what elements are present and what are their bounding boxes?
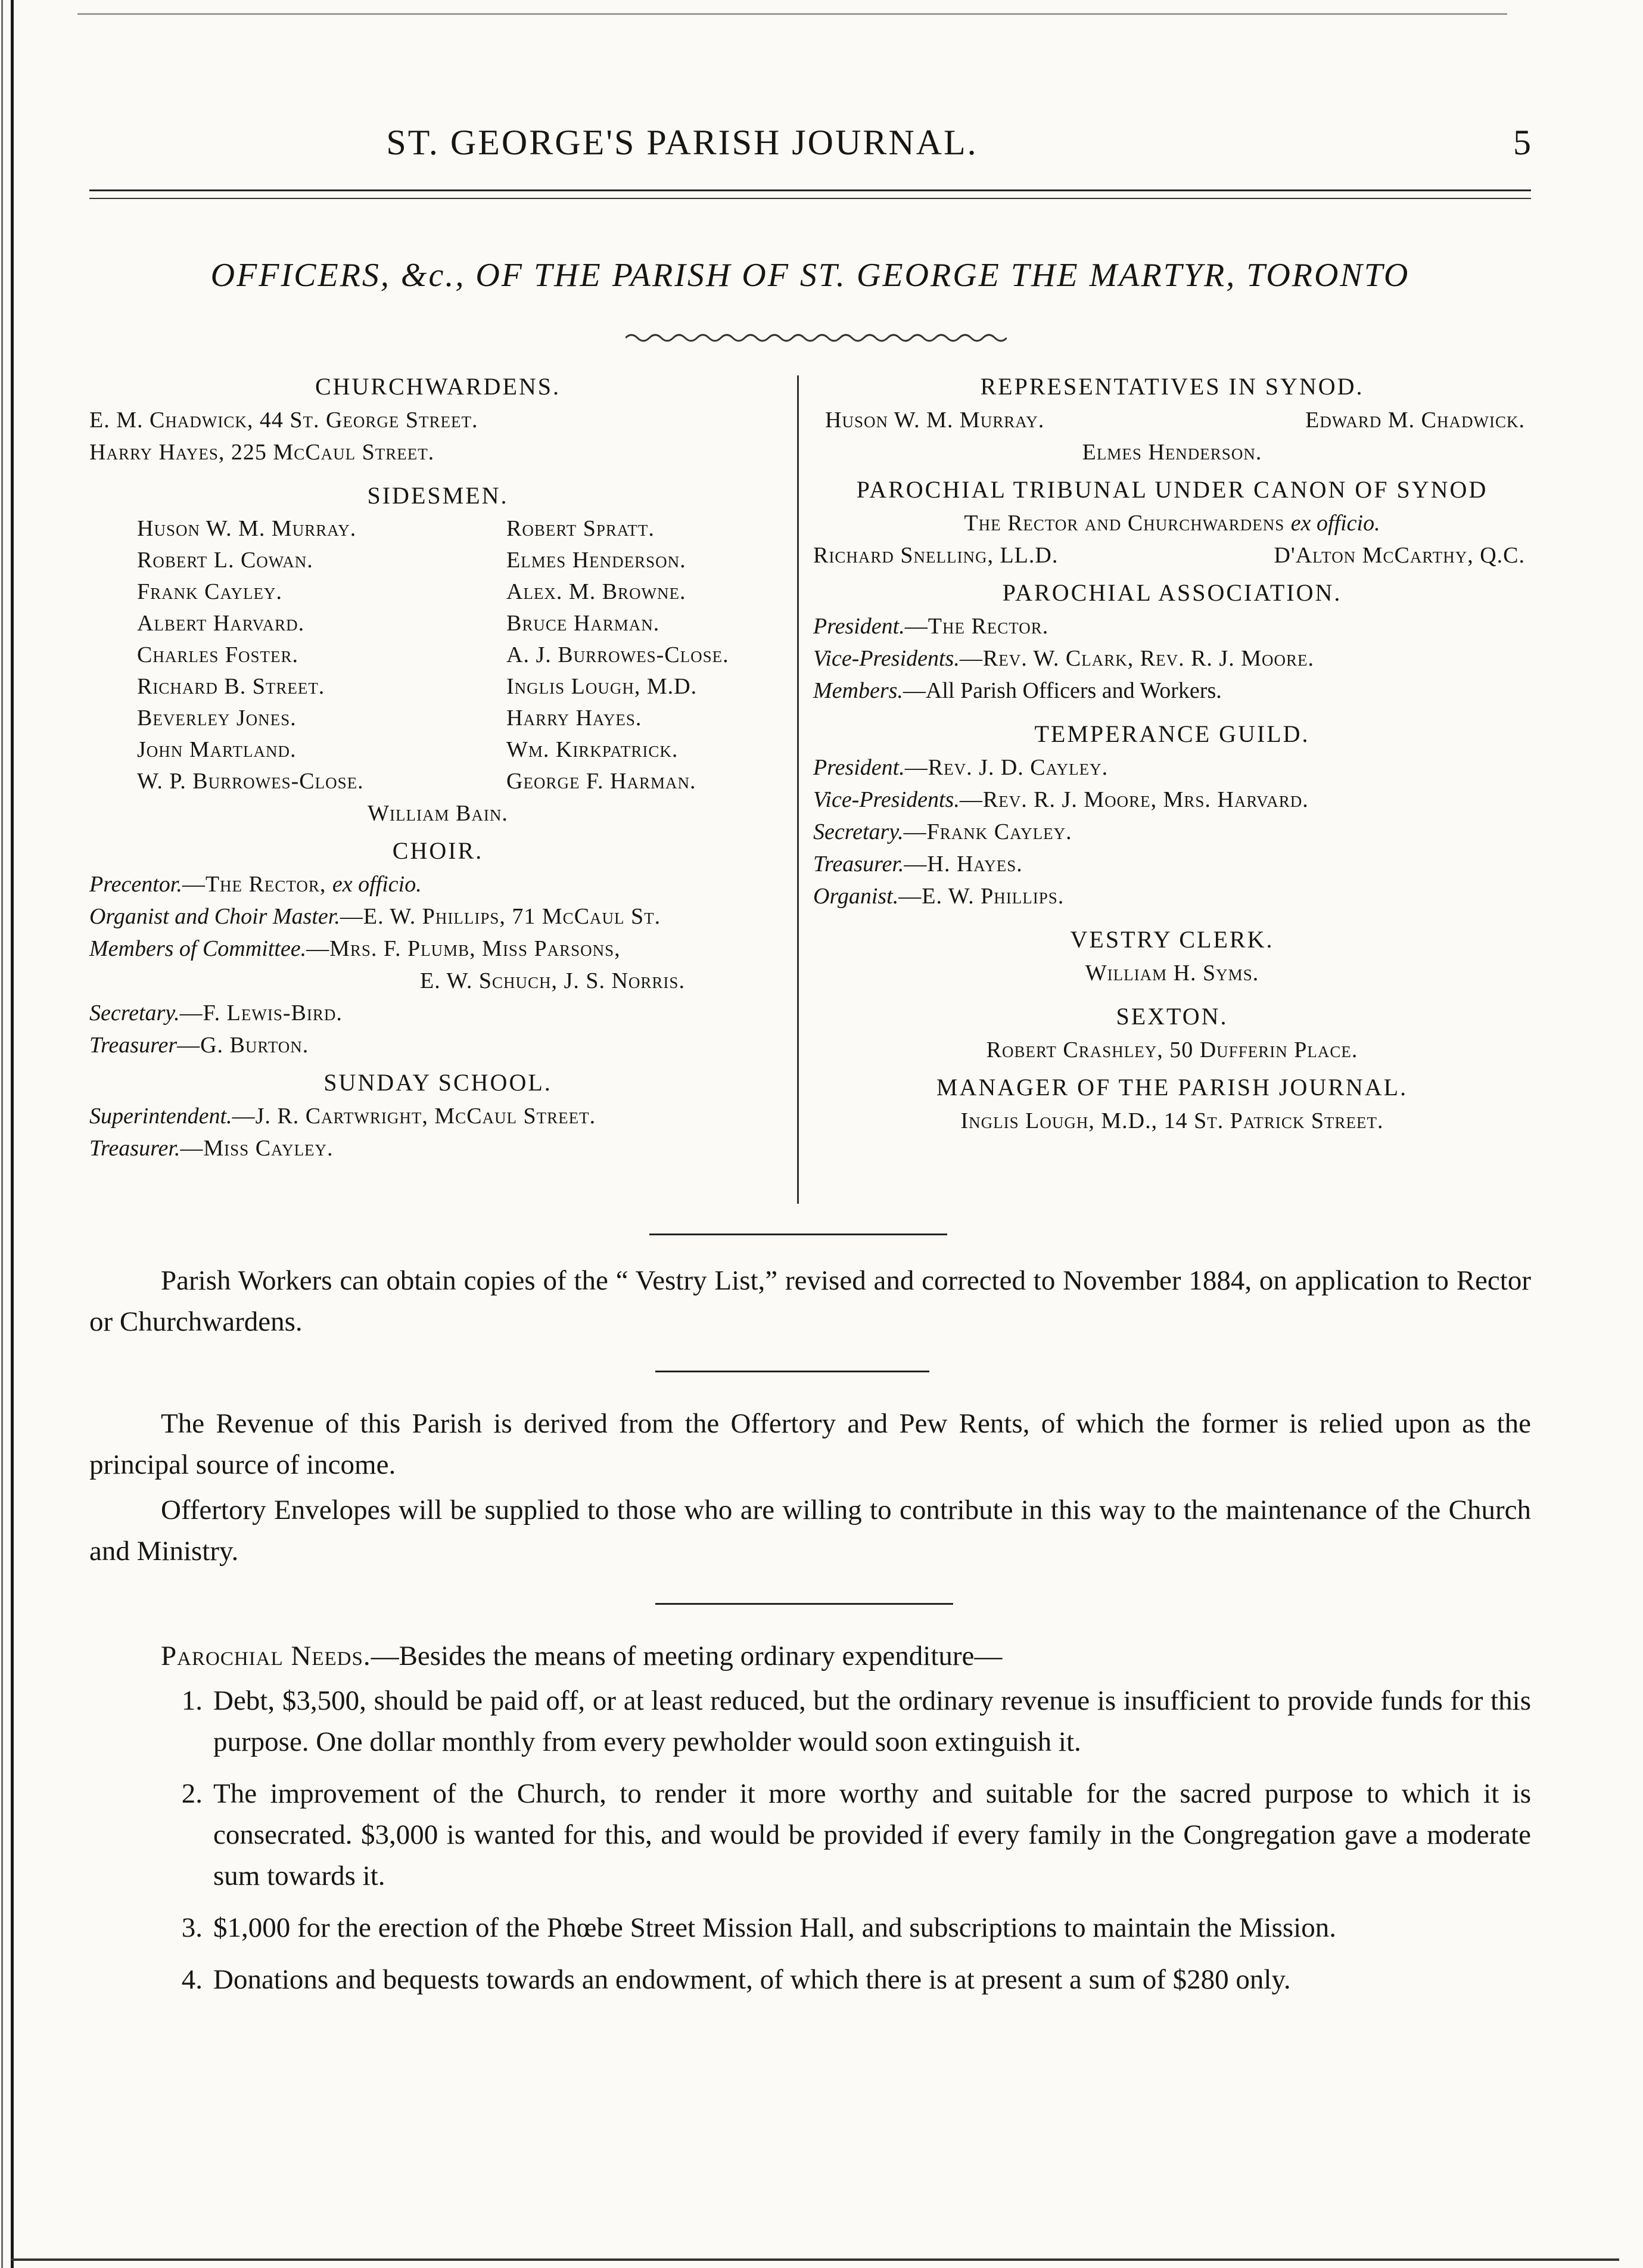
needs-intro: Parochial Needs.—Besides the means of meeting ordinary expenditure— — [161, 1641, 1003, 1672]
page-number: 5 — [1513, 123, 1531, 162]
vestry-clerk-name: William H. Syms. — [1085, 961, 1259, 986]
revenue-paragraph: The Revenue of this Parish is derived from the Offertory and Pew Rents, of which the former is relied upon as the principal source of income. — [89, 1408, 1531, 1480]
sidesman: Wm. Kirkpatrick. — [506, 737, 679, 762]
sidesman: A. J. Burrowes-Close. — [506, 642, 729, 667]
manager-name: Inglis Lough, M.D., 14 St. Patrick Street. — [960, 1108, 1384, 1133]
sidesman: Inglis Lough, M.D. — [506, 674, 698, 699]
sunday-school-superintendent: Superintendent.—J. R. Cartwright, McCaul Street. — [89, 1104, 596, 1129]
header-rule-thin — [89, 198, 1531, 199]
header-rule — [89, 189, 1531, 191]
sidesman: Huson W. M. Murray. — [137, 516, 357, 541]
sidesmen-list — [89, 513, 786, 797]
association-president: President.—The Rector. — [813, 614, 1049, 639]
choir-treasurer: Treasurer—G. Burton. — [89, 1033, 309, 1058]
temperance-organist: Organist.—E. W. Phillips. — [813, 884, 1065, 909]
sidesman: John Martland. — [137, 737, 297, 762]
page-left-edge — [11, 0, 14, 2268]
section-rule — [655, 1603, 953, 1605]
left-column — [89, 372, 786, 1164]
choir-secretary: Secretary.—F. Lewis-Bird. — [89, 1001, 343, 1026]
choir-heading: CHOIR. — [392, 837, 484, 864]
tribunal-line: The Rector and Churchwardens ex officio. — [964, 511, 1380, 536]
temperance-heading: TEMPERANCE GUILD. — [1034, 720, 1310, 747]
tribunal-heading: PAROCHIAL TRIBUNAL UNDER CANON OF SYNOD — [856, 476, 1488, 503]
choir-members: Members of Committee.—Mrs. F. Plumb, Miss Parsons, — [89, 936, 621, 961]
temperance-president: President.—Rev. J. D. Cayley. — [813, 755, 1109, 780]
churchwarden-line: E. M. Chadwick, 44 St. George Street. — [89, 408, 478, 433]
choir-precentor: Precentor.—The Rector, ex officio. — [89, 872, 422, 897]
page-edge-shadow — [1, 0, 3, 2268]
association-vice-presidents: Vice-Presidents.—Rev. W. Clark, Rev. R. J. Moore. — [813, 646, 1314, 671]
synod-names: Huson W. M. Murray. Edward M. Chadwick. — [825, 408, 1525, 433]
sidesman: Albert Harvard. — [137, 611, 305, 636]
sidesmen-heading: SIDESMEN. — [367, 482, 509, 509]
sidesman: Robert Spratt. — [506, 516, 655, 541]
sidesman: Charles Foster. — [137, 642, 298, 667]
temperance-secretary: Secretary.—Frank Cayley. — [813, 819, 1072, 844]
tribunal-names: Richard Snelling, LL.D. D'Alton McCarthy, Q.C. — [813, 543, 1525, 568]
vestry-list-paragraph: Parish Workers can obtain copies of the “ Vestry List,” revised and corrected to November 1884, on application to Rector or Churchwardens. — [89, 1265, 1531, 1337]
synod-heading: REPRESENTATIVES IN SYNOD. — [980, 373, 1364, 400]
synod-name-3: Elmes Henderson. — [1082, 440, 1262, 465]
sidesman: Elmes Henderson. — [506, 548, 686, 573]
list-item: 1. Debt, $3,500, should be paid off, or at least reduced, but the ordinary revenue is insufficient to provide funds for this purpose. One dollar monthly from every pewholder would soon extinguish it. — [181, 1685, 1531, 1757]
section-rule — [655, 1371, 929, 1372]
list-item: 3. $1,000 for the erection of the Phœbe Street Mission Hall, and subscriptions to maintain the Mission. — [181, 1912, 1336, 1943]
association-heading: PAROCHIAL ASSOCIATION. — [1002, 579, 1342, 606]
sidesman: Beverley Jones. — [137, 706, 297, 731]
section-rule — [649, 1234, 947, 1235]
sunday-school-treasurer: Treasurer.—Miss Cayley. — [89, 1136, 334, 1161]
churchwarden-line: Harry Hayes, 225 McCaul Street. — [89, 440, 435, 465]
journal-page — [89, 0, 1531, 2268]
sidesman: Richard B. Street. — [137, 674, 325, 699]
list-item: 2. The improvement of the Church, to render it more worthy and suitable for the sacred purpose to which it is consecrated. $3,000 is wanted for this, and would be provided if every family in the Congregation gave a moderate sum towards it. — [181, 1778, 1531, 1891]
sidesman: Harry Hayes. — [506, 706, 642, 731]
envelopes-paragraph: Offertory Envelopes will be supplied to those who are willing to contribute in this way to the maintenance of the Church and Ministry. — [89, 1495, 1531, 1567]
vestry-clerk-heading: VESTRY CLERK. — [1070, 926, 1274, 953]
churchwardens-heading: CHURCHWARDENS. — [315, 373, 561, 400]
sidesman: Alex. M. Browne. — [506, 579, 686, 604]
right-column — [813, 372, 1531, 1137]
sexton-name: Robert Crashley, 50 Dufferin Place. — [986, 1037, 1358, 1062]
sidesman-last: William Bain. — [368, 801, 508, 826]
wavy-ornament — [626, 331, 1007, 345]
sexton-heading: SEXTON. — [1116, 1003, 1228, 1030]
choir-organist: Organist and Choir Master.—E. W. Phillips, 71 McCaul St. — [89, 904, 661, 929]
sidesman: Frank Cayley. — [137, 579, 282, 604]
association-members: Members.—All Parish Officers and Workers. — [813, 678, 1222, 703]
officers-title: OFFICERS, &c., OF THE PARISH OF ST. GEORGE THE MARTYR, TORONTO — [210, 257, 1410, 294]
needs-list — [89, 1680, 1531, 2011]
sidesman: Robert L. Cowan. — [137, 548, 313, 573]
temperance-vice-presidents: Vice-Presidents.—Rev. R. J. Moore, Mrs. Harvard. — [813, 787, 1309, 812]
manager-heading: MANAGER OF THE PARISH JOURNAL. — [936, 1074, 1408, 1101]
choir-members-cont: E. W. Schuch, J. S. Norris. — [420, 968, 685, 993]
sidesman: Bruce Harman. — [506, 611, 660, 636]
sidesman: George F. Harman. — [506, 769, 696, 794]
running-header — [89, 122, 1531, 176]
list-item: 4. Donations and bequests towards an endowment, of which there is at present a sum of $280 only. — [181, 1964, 1291, 1995]
sidesman: W. P. Burrowes-Close. — [137, 769, 364, 794]
sunday-school-heading: SUNDAY SCHOOL. — [323, 1069, 552, 1096]
temperance-treasurer: Treasurer.—H. Hayes. — [813, 852, 1023, 877]
journal-title: ST. GEORGE'S PARISH JOURNAL. — [386, 123, 978, 162]
